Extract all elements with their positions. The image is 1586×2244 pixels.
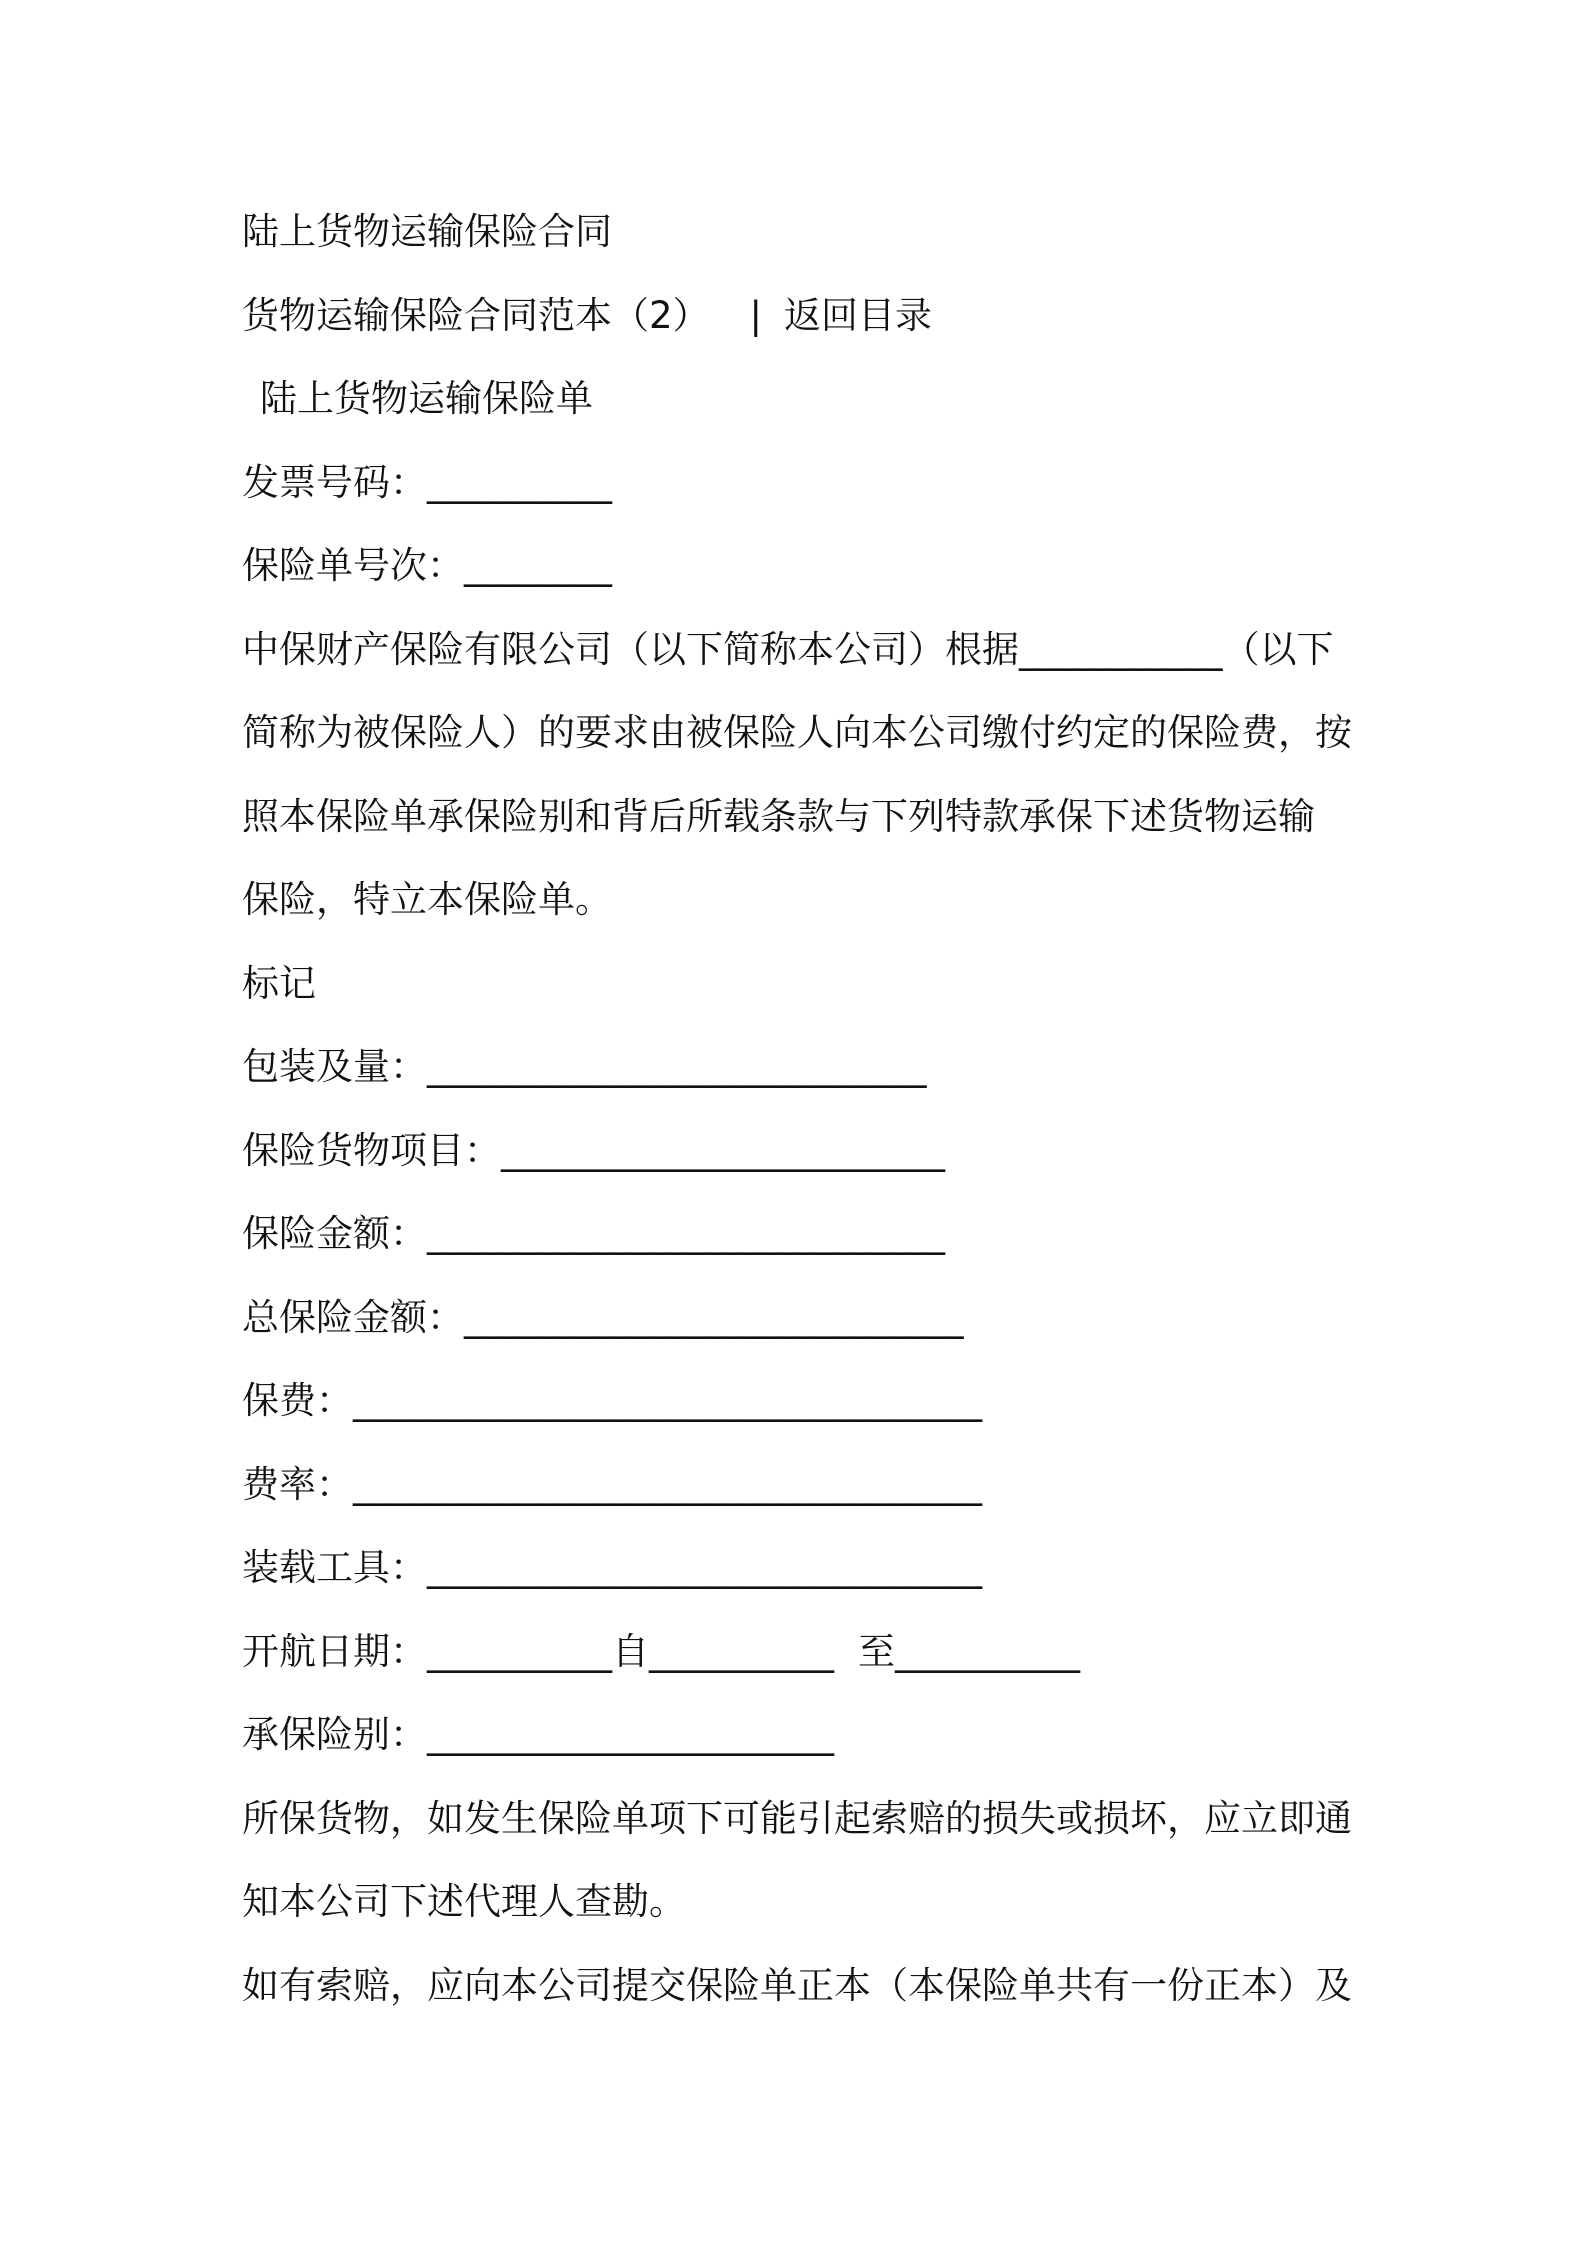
policy-number-line: 保险单号次：________ xyxy=(242,544,612,587)
departure-from: 自__________ xyxy=(612,1629,834,1673)
departure-date: 开航日期：__________ xyxy=(242,1629,612,1673)
intro-line-2: 简称为被保险人）的要求由被保险人向本公司缴付约定的保险费，按 xyxy=(242,711,1352,754)
intro-line-3: 照本保险单承保险别和背后所载条款与下列特款承保下述货物运输 xyxy=(242,794,1315,838)
departure-line xyxy=(242,1610,1362,1694)
marks-label: 标记 xyxy=(242,961,316,1005)
total-insured-amount-line: 总保险金额：___________________________ xyxy=(242,1295,964,1339)
back-to-contents-link[interactable]: 返回目录 xyxy=(784,293,933,337)
policy-heading: 陆上货物运输保险单 xyxy=(260,377,593,420)
invoice-number-line: 发票号码：__________ xyxy=(242,460,612,504)
separator: | xyxy=(749,293,763,337)
conditions-line: 承保险别：______________________ xyxy=(242,1713,834,1756)
claim-line-1: 所保货物，如发生保险单项下可能引起索赔的损失或损坏，应立即通 xyxy=(242,1796,1352,1840)
intro-line-4: 保险，特立本保险单。 xyxy=(242,878,612,921)
goods-item-line: 保险货物项目：________________________ xyxy=(242,1128,945,1172)
rate-line: 费率：__________________________________ xyxy=(242,1462,982,1506)
packing-line: 包装及量：___________________________ xyxy=(242,1045,927,1088)
document-title: 陆上货物运输保险合同 xyxy=(242,210,612,253)
premium-line: 保费：__________________________________ xyxy=(242,1379,982,1422)
subtitle-text: 货物运输保险合同范本（2） xyxy=(242,293,710,337)
document-page xyxy=(242,190,1362,2027)
conveyance-line: 装载工具：______________________________ xyxy=(242,1546,982,1589)
intro-line-1: 中保财产保险有限公司（以下简称本公司）根据___________（以下 xyxy=(242,627,1334,671)
claim-line-3: 如有索赔，应向本公司提交保险单正本（本保险单共有一份正本）及 xyxy=(242,1963,1352,2007)
subtitle-row xyxy=(242,274,1362,358)
departure-to: 至__________ xyxy=(858,1629,1080,1673)
insured-amount-line: 保险金额：____________________________ xyxy=(242,1212,945,1255)
claim-line-2: 知本公司下述代理人查勘。 xyxy=(242,1880,686,1923)
